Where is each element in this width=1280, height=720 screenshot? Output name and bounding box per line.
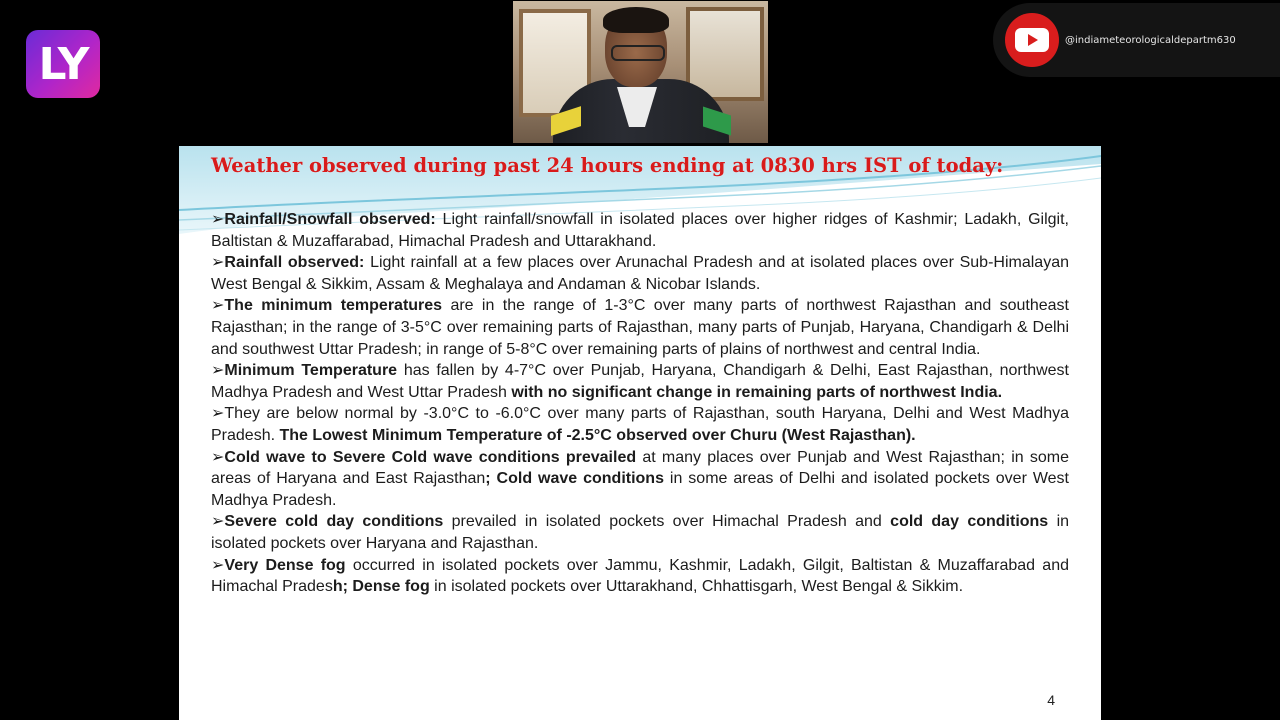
slide-title: Weather observed during past 24 hours ending at 0830 hrs IST of today:	[211, 154, 1004, 177]
bullet-emphasis: with no significant change in remaining parts of northwest India.	[511, 383, 1003, 401]
bullet-heading: Cold wave to Severe Cold wave conditions prevailed	[224, 448, 637, 466]
youtube-handle[interactable]: @indiameteorologicaldepartm630	[1065, 34, 1236, 46]
bullet-arrow-icon: ➢	[211, 254, 225, 272]
bullet-arrow-icon: ➢	[211, 448, 225, 466]
bullet-text: prevailed in isolated pockets over Himachal Pradesh and	[443, 513, 891, 531]
bullet-cold-day	[211, 511, 1069, 554]
slide-page-number: 4	[1047, 692, 1055, 708]
bullet-heading: Very Dense fog	[224, 556, 346, 574]
bullet-text-continued: in some areas of Delhi and isolated pockets over West Madhya Pradesh.	[211, 470, 1070, 509]
youtube-channel-badge[interactable]	[993, 3, 1280, 77]
bullet-cold-wave	[211, 447, 1069, 512]
bullet-text: has fallen by 4-7°C over Punjab, Haryana, Chandigarh & Delhi, East Rajasthan, northwest Madhya Pradesh and West Uttar Pradesh	[211, 362, 1069, 401]
bullet-rainfall-snowfall	[211, 209, 1069, 252]
bullet-text-continued: in isolated pockets over Haryana and Rajasthan.	[211, 513, 1070, 552]
bullet-emphasis: The Lowest Minimum Temperature of -2.5°C observed over Churu (West Rajasthan).	[279, 426, 916, 444]
bullet-arrow-icon: ➢	[211, 556, 225, 574]
bullet-text: are in the range of 1-3°C over many parts of northwest Rajasthan and southeast Rajasthan; in the range of 3-5°C over remaining parts of Rajasthan, many parts of Punjab, Haryana, Chandigarh & Delhi and southwest Uttar Pradesh; in range of 5-8°C over remaining parts of plains of northwest and central India.	[211, 297, 1069, 358]
bullet-text: They are below normal by -3.0°C to -6.0°C over many parts of Rajasthan, south Haryana, Delhi and West Madhya Pradesh.	[211, 405, 1069, 444]
bullet-heading: Severe cold day conditions	[224, 513, 444, 531]
ly-logo	[26, 30, 100, 98]
bullet-minimum-temperature-fall	[211, 360, 1069, 403]
youtube-icon[interactable]	[1005, 13, 1059, 67]
slide-bullet-list	[211, 209, 1069, 598]
bullet-arrow-icon: ➢	[211, 297, 225, 315]
bullet-heading: Rainfall/Snowfall observed:	[224, 211, 436, 228]
ly-logo-text: LY	[38, 38, 88, 90]
bullet-emphasis: cold day conditions	[890, 513, 1049, 531]
bullet-heading: Rainfall observed:	[224, 254, 365, 272]
bullet-below-normal	[211, 403, 1069, 446]
bullet-arrow-icon: ➢	[211, 211, 225, 228]
bullet-text: at many places over Punjab and West Rajasthan; in some areas of Haryana and East Rajasthan	[211, 448, 1069, 488]
bullet-heading: Minimum Temperature	[224, 362, 398, 380]
bullet-heading: The minimum temperatures	[224, 297, 443, 315]
presenter-hair	[603, 7, 669, 33]
presenter-glasses	[611, 45, 665, 61]
bullet-text: Light rainfall at a few places over Arunachal Pradesh and at isolated places over Sub-Himalayan West Bengal & Sikkim, Assam & Meghalaya and Andaman & Nicobar Islands.	[211, 254, 1069, 293]
presentation-slide	[179, 146, 1101, 720]
bullet-text: Light rainfall/snowfall in isolated places over higher ridges of Kashmir; Ladakh, Gilgit, Baltistan & Muzaffarabad, Himachal Pradesh and Uttarakhand.	[211, 211, 1069, 250]
bullet-arrow-icon: ➢	[211, 513, 225, 531]
bullet-arrow-icon: ➢	[211, 362, 225, 380]
presenter-webcam	[513, 1, 768, 143]
bullet-rainfall	[211, 252, 1069, 295]
bullet-text-continued: in isolated pockets over Uttarakhand, Chhattisgarh, West Bengal & Sikkim.	[429, 578, 964, 596]
bullet-text: occurred in isolated pockets over Jammu, Kashmir, Ladakh, Gilgit, Baltistan & Muzaffarabad and Himachal Prades	[211, 556, 1069, 596]
bullet-dense-fog	[211, 555, 1069, 598]
bullet-emphasis: ; Cold wave conditions	[485, 470, 664, 488]
bullet-minimum-temperatures	[211, 295, 1069, 360]
bullet-arrow-icon: ➢	[211, 405, 225, 423]
bullet-emphasis: h; Dense fog	[332, 578, 430, 596]
